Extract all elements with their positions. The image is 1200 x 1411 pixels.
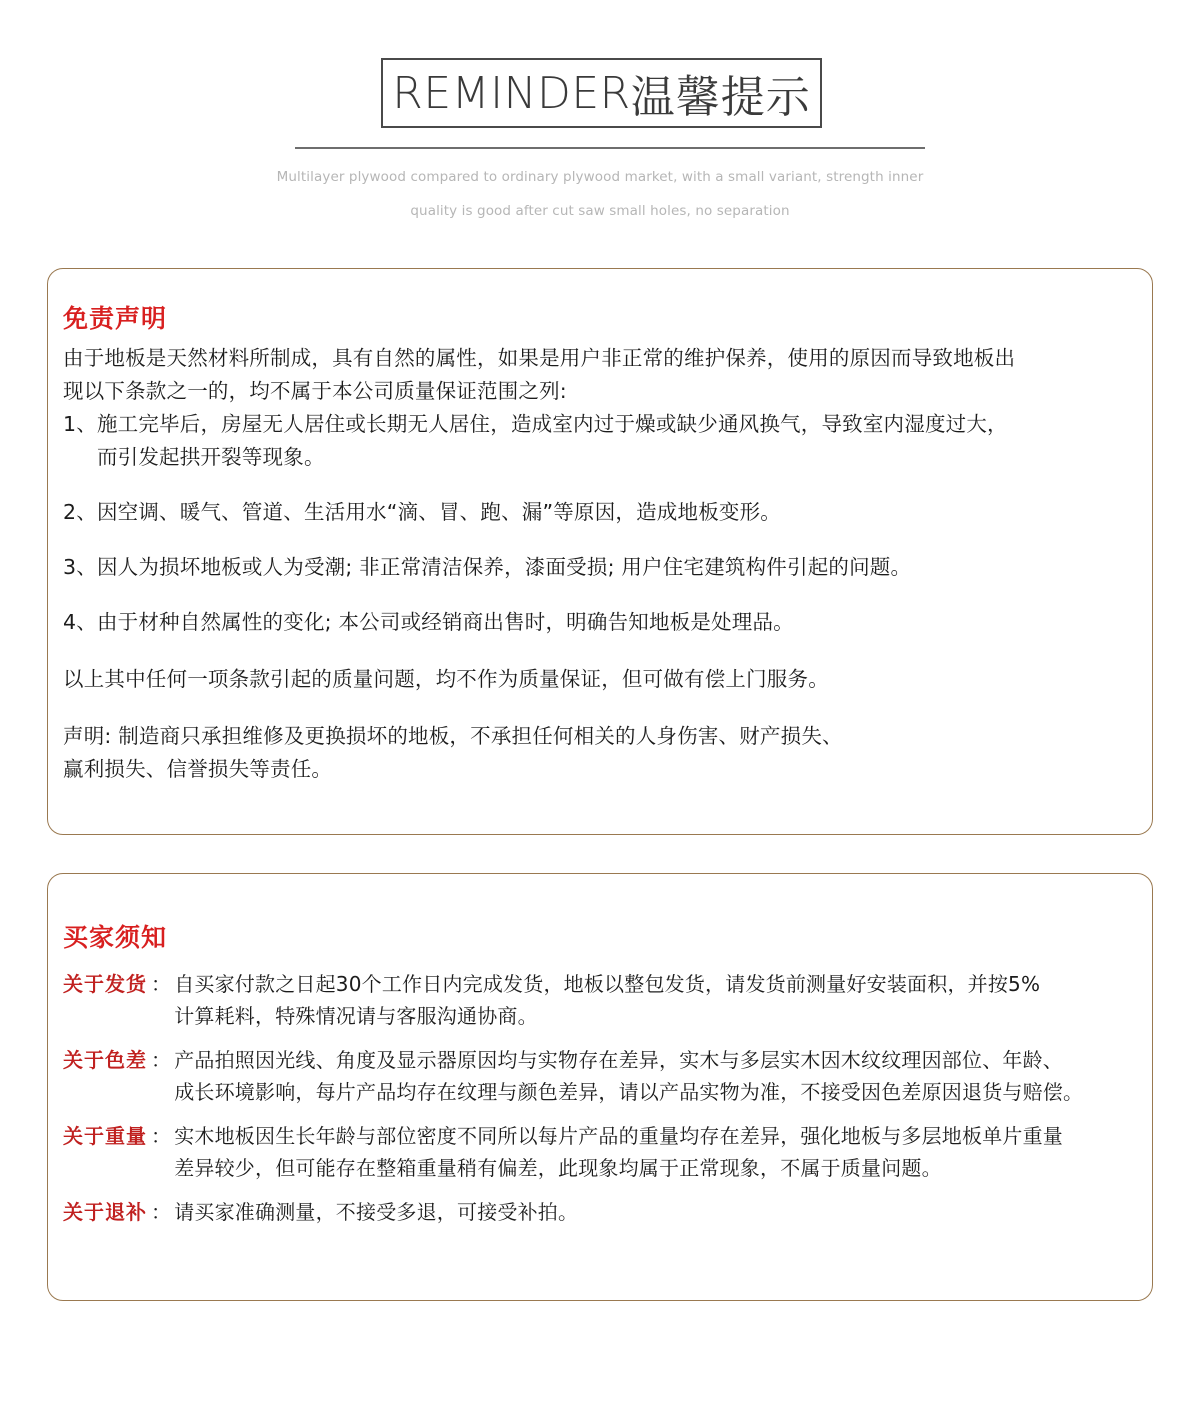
buyer-notice-colon: ： — [151, 1123, 172, 1148]
page-title-chinese: 温馨提示 — [630, 72, 811, 123]
spacer — [63, 529, 1138, 551]
buyer-notice-color-line-2: 成长环境影响，每片产品均存在纹理与颜色差异，请以产品实物为准，不接受因色差原因退货与赔偿。 — [174, 1079, 1084, 1104]
buyer-notice-row-shipping — [63, 968, 1138, 1032]
buyer-notice-heading: 买家须知 — [63, 923, 168, 952]
disclaimer-item-2-number: 2、 — [63, 499, 97, 524]
disclaimer-panel — [47, 268, 1153, 835]
buyer-notice-shipping-line-2: 计算耗料，特殊情况请与客服沟通协商。 — [174, 1003, 538, 1028]
buyer-notice-panel — [47, 873, 1153, 1301]
spacer — [63, 1184, 1138, 1196]
disclaimer-item-1-line-2: 而引发起拱开裂等现象。 — [96, 444, 325, 469]
disclaimer-statement-line-1: 声明: 制造商只承担维修及更换损坏的地板，不承担任何相关的人身伤害、财产损失、 — [63, 723, 843, 748]
disclaimer-content — [63, 305, 1138, 786]
buyer-notice-text-weight — [174, 1120, 1138, 1184]
disclaimer-item-3 — [63, 551, 1138, 584]
buyer-notice-shipping-line-1: 自买家付款之日起30个工作日内完成发货，地板以整包发货，请发货前测量好安装面积，并按5% — [174, 971, 1041, 996]
buyer-notice-weight-line-2: 差异较少，但可能存在整箱重量稍有偏差，此现象均属于正常现象，不属于质量问题。 — [174, 1155, 942, 1180]
disclaimer-heading: 免责声明 — [63, 304, 168, 333]
spacer — [63, 952, 1138, 968]
spacer — [63, 1032, 1138, 1044]
buyer-notice-label-weight: 关于重量 — [63, 1123, 147, 1148]
buyer-notice-text-shipping — [174, 968, 1138, 1032]
disclaimer-item-2-text: 因空调、暖气、管道、生活用水“滴、冒、跑、漏”等原因，造成地板变形。 — [96, 499, 781, 524]
disclaimer-item-4-number: 4、 — [63, 609, 97, 634]
page-title-english: REMINDER — [392, 67, 631, 119]
buyer-notice-label-shipping: 关于发货 — [63, 971, 147, 996]
header-subtitle-line-2: quality is good after cut saw small holes, no separation — [410, 203, 790, 219]
buyer-notice-color-line-1: 产品拍照因光线、角度及显示器原因均与实物存在差异，实木与多层实木因木纹纹理因部位、年龄、 — [174, 1047, 1064, 1072]
buyer-notice-text-refund: 请买家准确测量，不接受多退，可接受补拍。 — [174, 1199, 579, 1224]
spacer — [63, 696, 1138, 720]
reminder-title-box — [381, 58, 822, 128]
spacer — [63, 1108, 1138, 1120]
disclaimer-item-2 — [63, 496, 1138, 529]
spacer — [63, 584, 1138, 606]
header-subtitle — [250, 160, 950, 228]
disclaimer-item-4 — [63, 606, 1138, 639]
disclaimer-item-1 — [63, 408, 1138, 474]
disclaimer-item-4-text: 由于材种自然属性的变化; 本公司或经销商出售时，明确告知地板是处理品。 — [96, 609, 794, 634]
spacer — [63, 639, 1138, 663]
header-divider — [295, 147, 925, 149]
buyer-notice-colon: ： — [151, 971, 172, 996]
disclaimer-intro-line-1: 由于地板是天然材料所制成，具有自然的属性，如果是用户非正常的维护保养，使用的原因而导致地板出 — [63, 345, 1016, 370]
buyer-notice-row-weight — [63, 1120, 1138, 1184]
buyer-notice-colon: ： — [151, 1047, 172, 1072]
buyer-notice-label-color: 关于色差 — [63, 1047, 147, 1072]
disclaimer-closing: 以上其中任何一项条款引起的质量问题，均不作为质量保证，但可做有偿上门服务。 — [63, 666, 829, 691]
disclaimer-item-3-number: 3、 — [63, 554, 97, 579]
disclaimer-intro-line-2: 现以下条款之一的，均不属于本公司质量保证范围之列: — [63, 378, 567, 403]
spacer — [63, 474, 1138, 496]
disclaimer-item-3-text: 因人为损坏地板或人为受潮; 非正常清洁保养，漆面受损; 用户住宅建筑构件引起的问题。 — [96, 554, 912, 579]
buyer-notice-row-color — [63, 1044, 1138, 1108]
buyer-notice-content — [63, 924, 1138, 1228]
buyer-notice-row-refund — [63, 1196, 1138, 1228]
disclaimer-item-1-line-1: 施工完毕后，房屋无人居住或长期无人居住，造成室内过于燥或缺少通风换气，导致室内湿度过大， — [96, 411, 1008, 436]
buyer-notice-weight-line-1: 实木地板因生长年龄与部位密度不同所以每片产品的重量均存在差异，强化地板与多层地板单片重量 — [174, 1123, 1064, 1148]
disclaimer-item-1-text — [97, 408, 1138, 474]
disclaimer-body — [63, 342, 1138, 786]
buyer-notice-colon: ： — [151, 1199, 172, 1224]
buyer-notice-text-color — [174, 1044, 1138, 1108]
header-subtitle-line-1: Multilayer plywood compared to ordinary plywood market, with a small variant, strength inner — [276, 169, 924, 185]
buyer-notice-label-refund: 关于退补 — [63, 1199, 147, 1224]
disclaimer-statement-line-2: 赢利损失、信誉损失等责任。 — [63, 756, 333, 781]
disclaimer-item-1-number: 1、 — [63, 411, 97, 436]
